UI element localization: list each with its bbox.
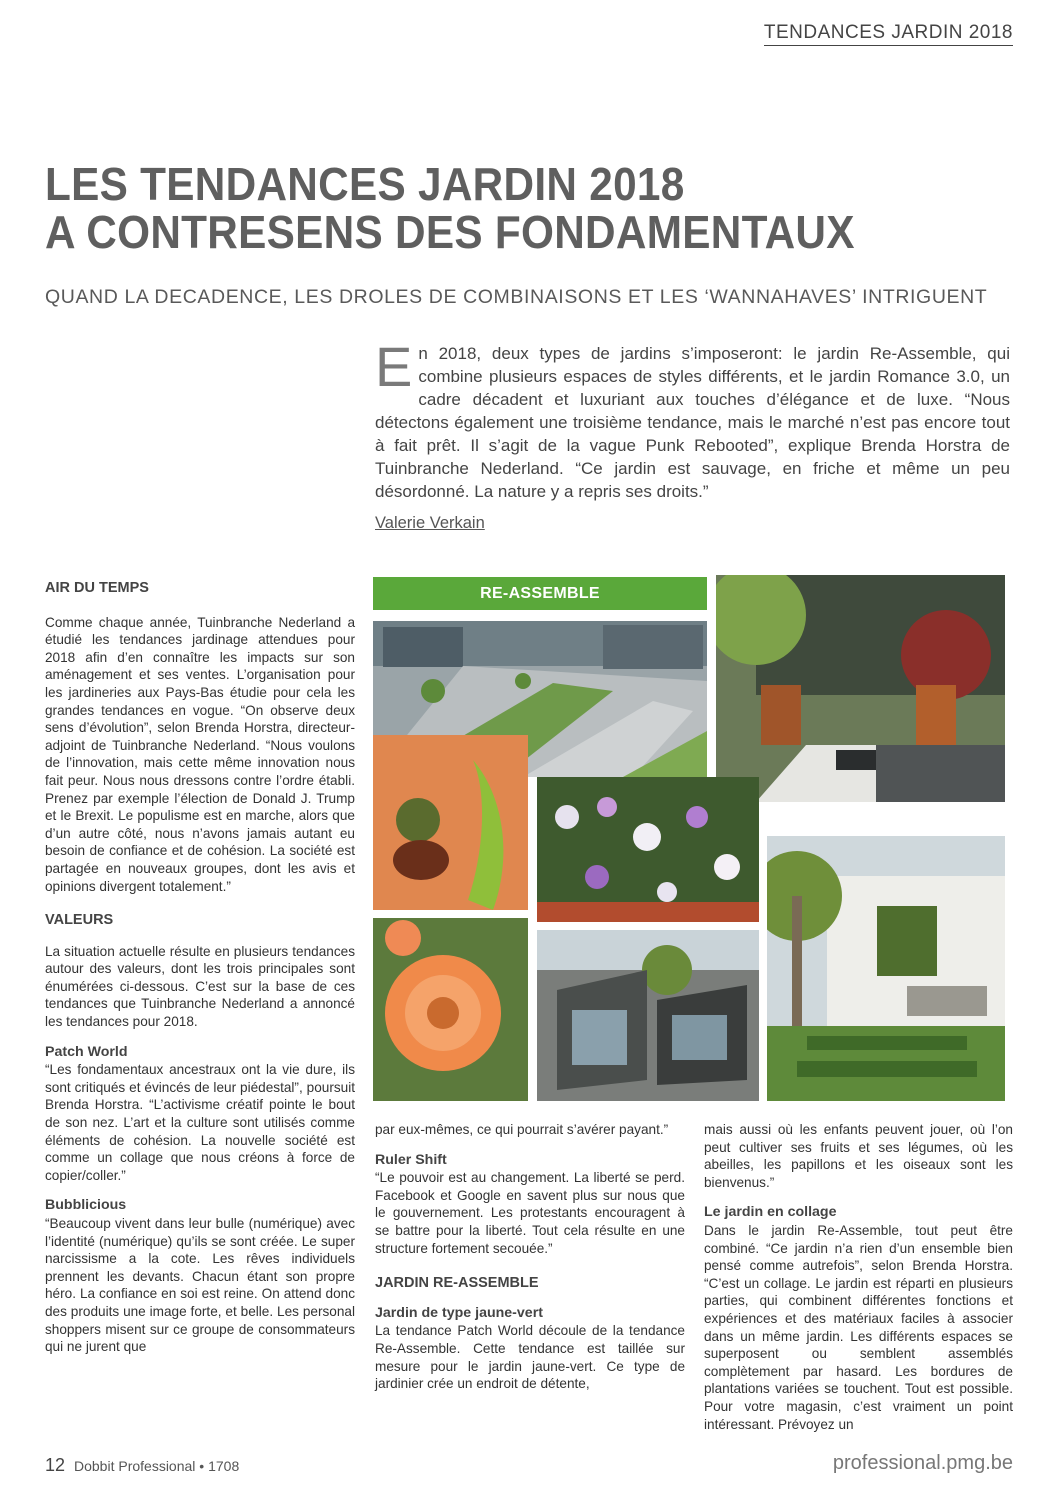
paragraph-bubblicious: “Beaucoup vivent dans leur bulle (numérique) avec l’identité (numérique) qu’ils se sont créée. Le super narcissisme a la cote. Les rêves individuels prennent les devants. Chacun étant son propre héro. La confiance en soi est reine. On attend donc des produits une image forte, et belle. Les personal shoppers misent sur ce groupe de consommateurs qui ne jurent que [45,1216,355,1355]
article-title [45,160,928,256]
paragraph-continued-1: par eux-mêmes, ce qui pourrait s’avérer payant.” [375,1122,669,1137]
intro-text: n 2018, deux types de jardins s’imposeront: le jardin Re-Assemble, qui combine plusieurs espaces de styles différents, et le jardin Romance 3.0, un cadre décadent et luxuriant aux touches d’élégance et de luxe. “Nous détectons également une troisième tendance, mais le marché n’est pas encore tout à fait prêt. Il s’agit de la vague Punk Rebooted”, explique Brenda Horstra de Tuinbranche Nederland. “Ce jardin est sauvage, en friche et même un peu désordonné. La nature y a repris ses droits.” [375,344,1010,501]
column-1 [45,580,355,1356]
heading-valeurs: VALEURS [45,912,114,929]
footer-url: professional.pmg.be [832,1452,1013,1474]
magazine-name: Dobbit Professional • 1708 [74,1458,240,1474]
page-number: 12 [45,1455,66,1475]
heading-ruler-shift: Ruler Shift [375,1151,447,1168]
photo-dahlia [373,918,528,1101]
heading-bubblicious: Bubblicious [45,1197,127,1214]
photo-flowers [537,777,759,922]
column-2 [375,1121,685,1393]
paragraph-air-du-temps: Comme chaque année, Tuinbranche Nederland a étudié les tendances jardinage attendues pour 2018 afin d’en connaître les impacts sur son aménagement et ses ventes. L’organisation pour les jardineries aux Pays-Bas étudie pour cela les grandes tendances en vogue. “On observe deux sens d’évolution”, selon Brenda Horstra, directeur-adjoint de Tuinbranche Nederland. “Nous voulons de l’innovation, mais cette même innovation nous fait peur. Nous nous dressons contre l’ordre établi. Prenez par exemple l’élection de Donald J. Trump et le Brexit. Le populisme est en marche, alors que d’un autre côté, nous n’avons jamais autant eu besoin de confiance et de cohésion. La société est partagée en nouveaux groupes, dont les avis et opinions divergent totalement.” [45,614,355,894]
article-subtitle: QUAND LA DECADENCE, LES DROLES DE COMBINAISONS ET LES ‘WANNAHAVES’ INTRIGUENT [45,286,988,308]
paragraph-jardin-collage: Dans le jardin Re-Assemble, tout peut être combiné. “Ce jardin n’a rien d’un ensemble bien pensé comme autrefois”, selon Brenda Horstra. “C’est un collage. Le jardin est réparti en plusieurs parties, qui combinent différentes fonctions et expériences et des matériaux faciles à associer dans un même jardin. Les différents espaces se superposent ou semblent assemblés complètement par hasard. Les bordures de plantations variées se touchent. Tout est possible. Pour votre magasin, c’est vraiment un point intéressant. Prévoyez un [704,1222,1013,1432]
heading-jardin-jaune-vert: Jardin de type jaune-vert [375,1304,543,1321]
heading-patch-world: Patch World [45,1043,128,1060]
article-intro [375,335,1010,503]
heading-jardin-re-assemble: JARDIN RE-ASSEMBLE [375,1275,539,1292]
paragraph-continued-2: mais aussi où les enfants peuvent jouer, où l’on peut cultiver ses fruits et ses légumes, où les abeilles, les papillons et les oiseaux sont les bienvenus.” [704,1122,1013,1190]
photo-modern-garden [716,575,1005,802]
paragraph-patch-world: “Les fondamentaux ancestraux ont la vie dure, ils sont critiqués et évincés de leur piédestal”, poursuit Brenda Horstra. “L’activisme créatif pointe le bout de son nez. L’art et la culture sont utilisés comme éléments de cohésion. La nouvelle société est comme un collage que nous créons à force de copier/coller.” [45,1062,355,1183]
heading-jardin-collage: Le jardin en collage [704,1204,837,1221]
re-assemble-banner: RE-ASSEMBLE [373,577,707,610]
heading-air-du-temps: AIR DU TEMPS [45,580,149,596]
photo-architecture [537,930,759,1101]
photo-cactus-tulip [373,735,528,910]
author-byline: Valerie Verkain [375,514,485,532]
title-line-1: LES TENDANCES JARDIN 2018 [45,158,685,210]
title-line-2: A CONTRESENS DES FONDAMENTAUX [45,206,855,258]
section-tag: TENDANCES JARDIN 2018 [764,22,1013,46]
column-3 [704,1121,1013,1433]
paragraph-jardin-jaune-vert: La tendance Patch World découle de la tendance Re-Assemble. Cette tendance est taillée sur mesure pour le jardin jaune-vert. Ce type de jardinier crée un endroit de détente, [375,1323,685,1392]
paragraph-ruler-shift: “Le pouvoir est au changement. La liberté se perd. Facebook et Google en savent plus sur nous que le gouvernement. Les protestants encouragent à se battre pour la liberté. Tout cela résulte en une structure fortement secouée.” [375,1170,685,1256]
drop-cap: E [375,335,413,398]
paragraph-valeurs: La situation actuelle résulte en plusieurs tendances autour des valeurs, dont les trois principales sont énumérées ci-dessous. C’est sur la base de ces tendances que Tuinbranche Nederland a annoncé les tendances pour 2018. [45,943,355,1030]
photo-outdoor-kitchen [767,836,1005,1101]
